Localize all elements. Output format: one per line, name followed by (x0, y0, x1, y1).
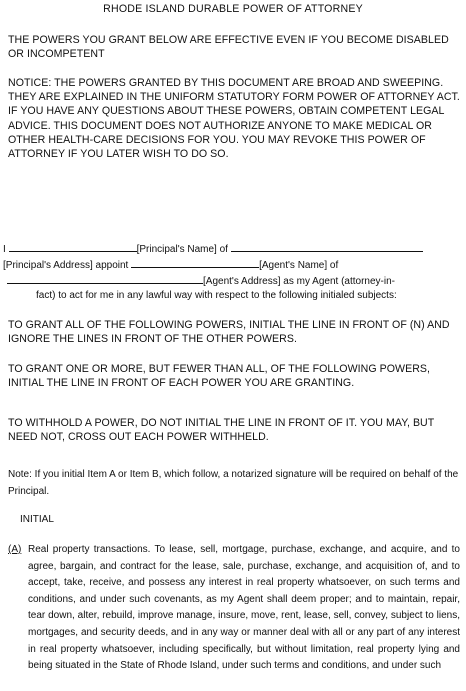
designation-i: I (3, 244, 6, 255)
principal-name-label: [Principal's Name] of (136, 244, 228, 255)
initial-heading: INITIAL (20, 514, 54, 525)
principal-name-field[interactable] (9, 241, 137, 252)
instruction-grant-all: TO GRANT ALL OF THE FOLLOWING POWERS, INITIAL THE LINE IN FRONT OF (N) AND IGNORE THE LINES IN FRONT OF THE OTHER POWERS. (8, 319, 450, 346)
principal-address-field[interactable] (231, 241, 423, 252)
item-a-text: Real property transactions. To lease, sell, mortgage, purchase, exchange, and acquire, and to agree, bargain, and contract for the lease, sale, purchase, exchange, and acquisition of, and to accept, take, receive, and possess any interest in real property whatsoever, on such terms and conditions, and under such covenants, as my Agent shall deem proper; and to maintain, repair, tear down, alter, rebuild, improve manage, insure, move, rent, lease, sell, convey, subject to liens, mortgages, and security deeds, and in any way or manner deal with all or any part of any interest in real property whatsoever, including specifically, but without limitation, real property lying and being situated in the State of Rhode Island, under such terms and conditions, and under such (28, 544, 460, 672)
power-item-a (8, 542, 460, 675)
effectiveness-warning: THE POWERS YOU GRANT BELOW ARE EFFECTIVE EVEN IF YOU BECOME DISABLED OR INCOMPETENT (8, 34, 449, 61)
designation-line-3 (7, 273, 466, 289)
instruction-withhold: TO WITHHOLD A POWER, DO NOT INITIAL THE LINE IN FRONT OF IT. YOU MAY, BUT NEED NOT, CROSS OUT EACH POWER WITHHELD. (8, 417, 435, 444)
notarization-note: Note: If you initial Item A or Item B, which follow, a notarized signature will be required on behalf of the Principal. (8, 469, 459, 497)
instruction-grant-some: TO GRANT ONE OR MORE, BUT FEWER THAN ALL, OF THE FOLLOWING POWERS, INITIAL THE LINE IN FRONT OF EACH POWER YOU ARE GRANTING. (8, 363, 431, 390)
principal-address-label: [Principal's Address] appoint (3, 260, 129, 271)
designation-line-1 (3, 241, 466, 257)
document-title: RHODE ISLAND DURABLE POWER OF ATTORNEY (103, 3, 363, 15)
designation-line-2 (3, 257, 466, 273)
agent-address-label: [Agent's Address] as my Agent (attorney-in- (203, 276, 396, 287)
agent-name-label: [Agent's Name] of (259, 260, 339, 271)
agent-name-field[interactable] (131, 257, 259, 268)
item-a-initial-line[interactable]: (A) (8, 544, 22, 555)
notice-paragraph: NOTICE: THE POWERS GRANTED BY THIS DOCUMENT ARE BROAD AND SWEEPING. THEY ARE EXPLAINED IN THE UNIFORM STATUTORY FORM POWER OF ATTORNEY ACT. IF YOU HAVE ANY QUESTIONS ABOUT THESE POWERS, OBTAIN COMPETENT LEGAL ADVICE. THIS DOCUMENT DOES NOT AUTHORIZE ANYONE TO MAKE MEDICAL OR OTHER HEALTH-CARE DECISIONS FOR YOU. YOU MAY REVOKE THIS POWER OF ATTORNEY IF YOU LATER WISH TO DO SO. (8, 77, 460, 161)
agent-address-field[interactable] (7, 273, 203, 284)
designation-continuation: fact) to act for me in any lawful way with respect to the following initialed subjects: (36, 290, 397, 301)
